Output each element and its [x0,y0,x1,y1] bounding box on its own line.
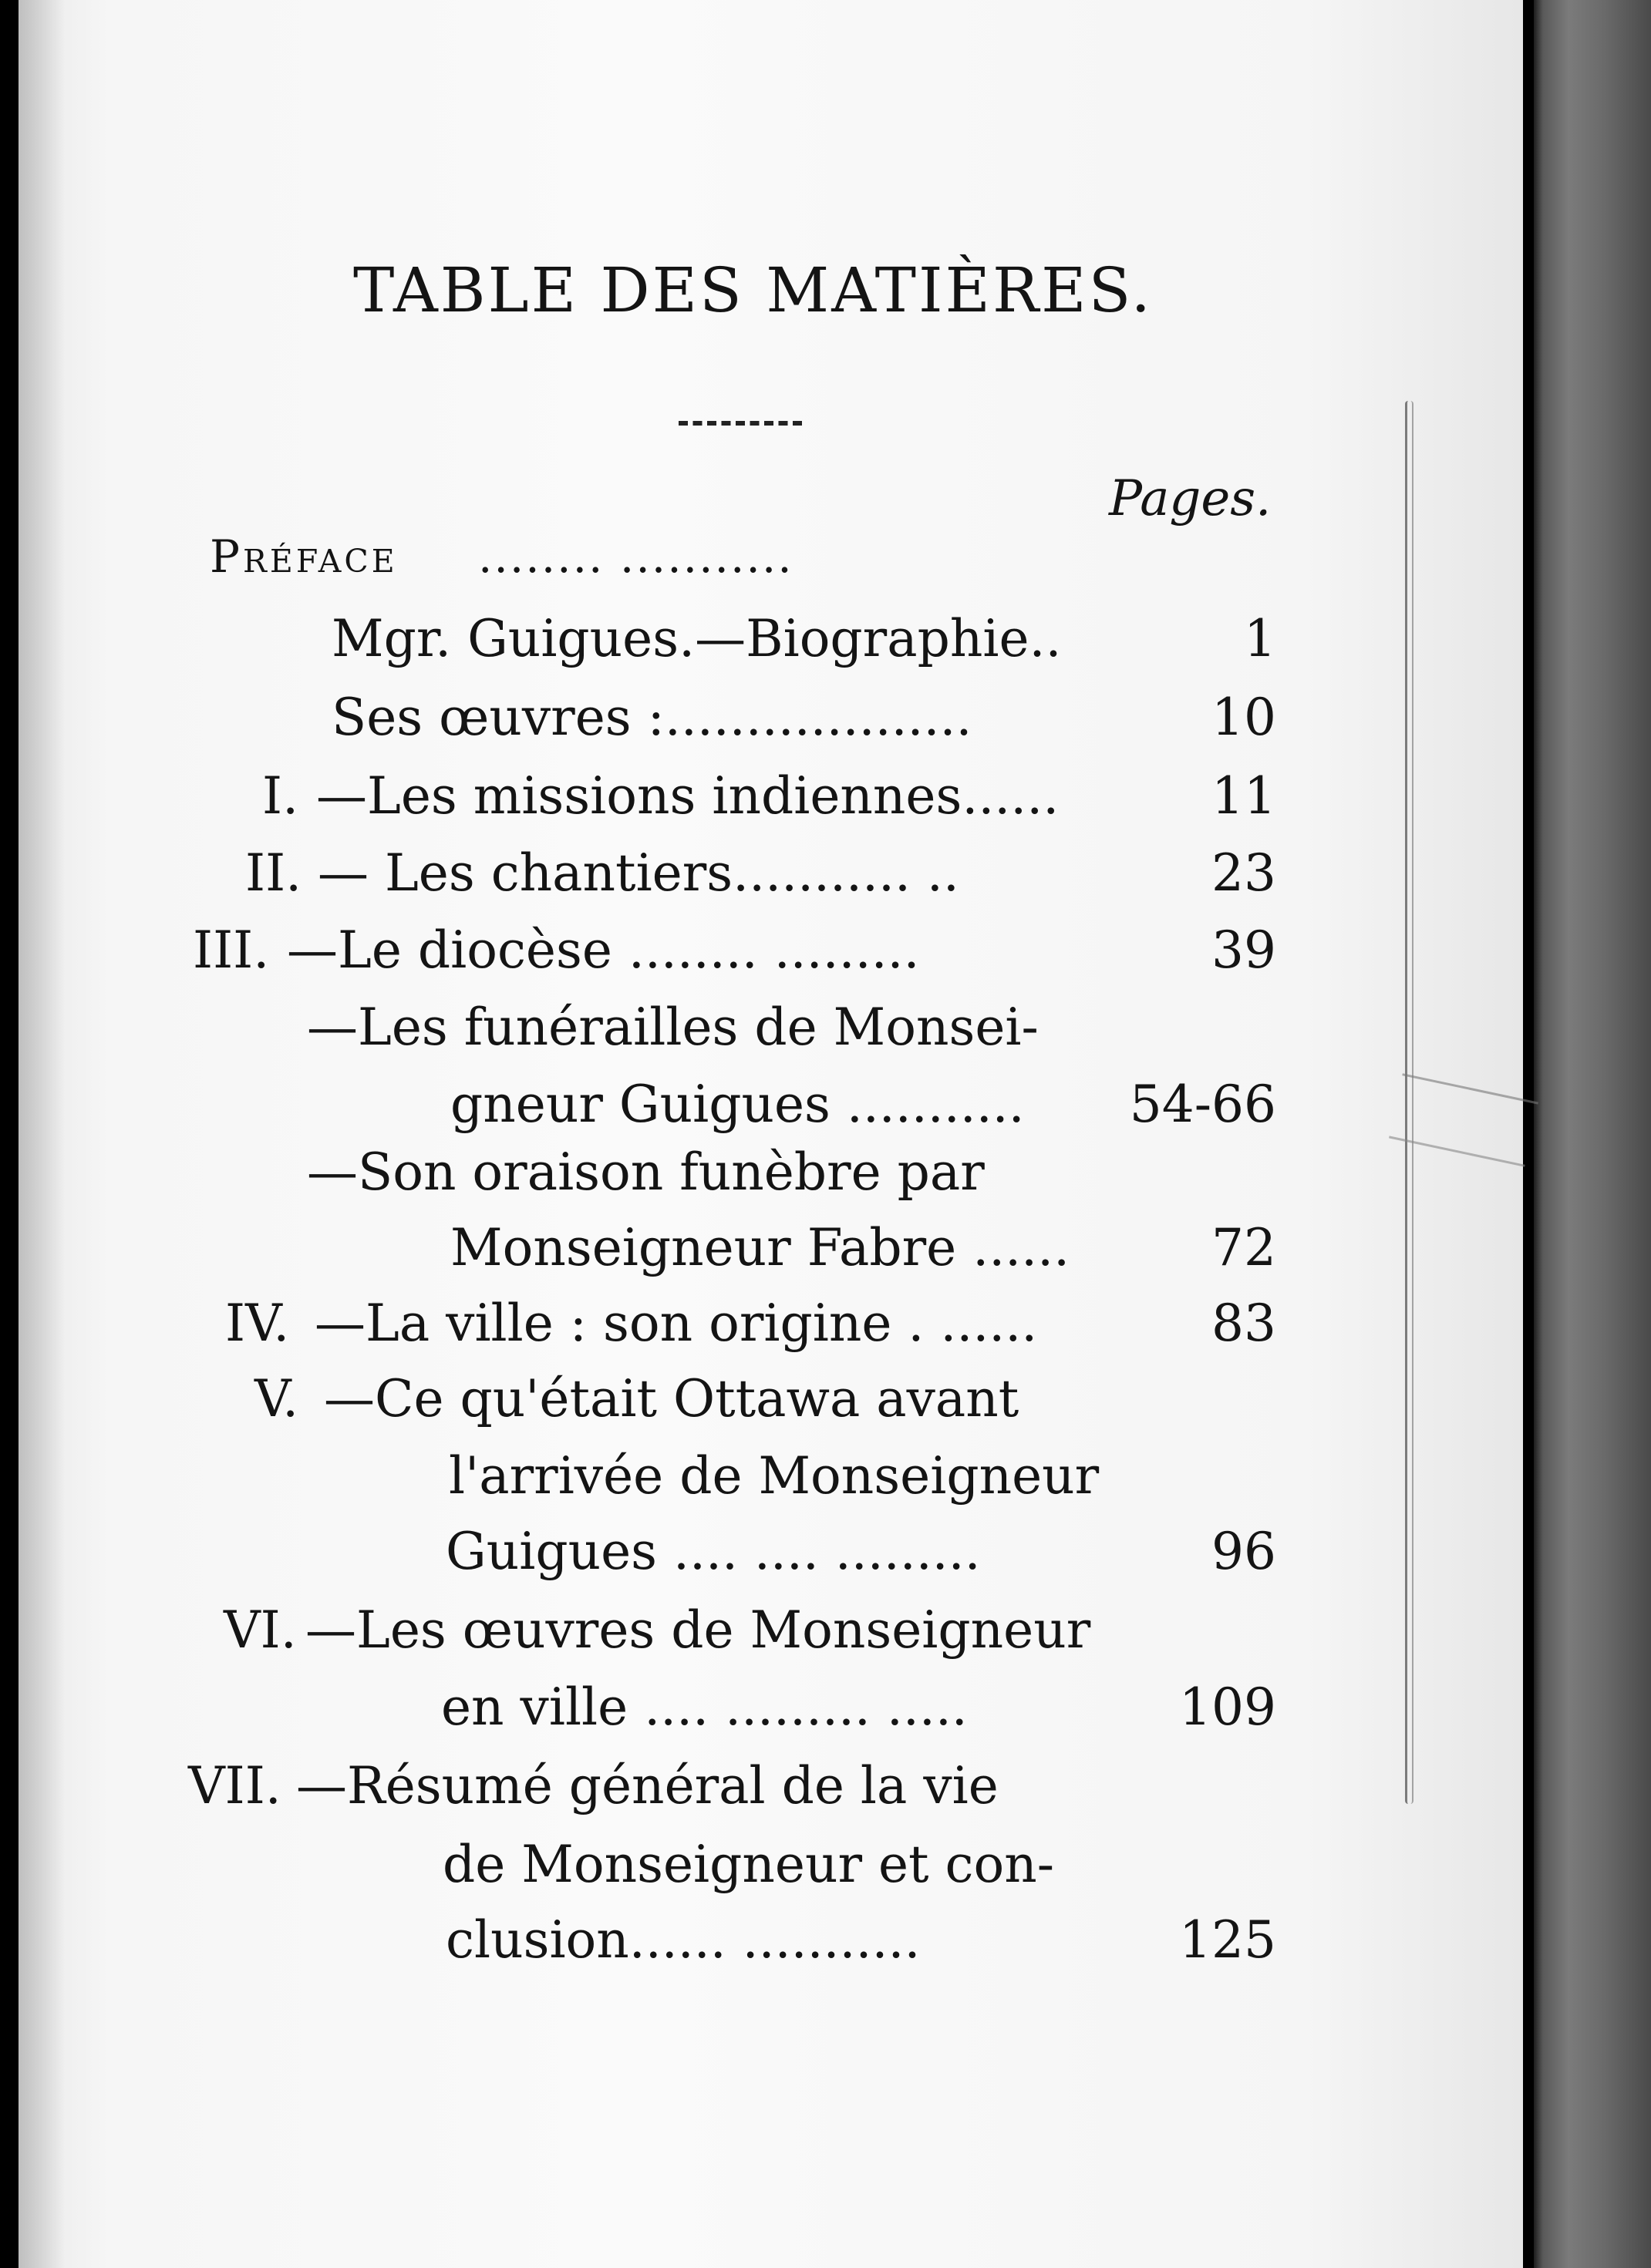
toc-entry-page: 83 [1211,1294,1276,1353]
toc-entry-text: en ville .... ......... ..... [441,1677,968,1737]
gutter-shadow [19,0,65,2268]
title-separator [679,421,802,426]
toc-entry-numeral: I. [262,766,299,826]
toc-entry-numeral: V. [254,1369,299,1428]
preface-leader-dots: ........ ........... [478,530,793,583]
toc-entry-text: —Les funérailles de Monsei- [307,998,1039,1057]
toc-entry-page: 11 [1211,766,1276,826]
toc-entry-page: 23 [1211,843,1276,903]
toc-entry-text: Guigues .... .... ......... [446,1522,981,1581]
toc-entry-numeral: VI. [224,1600,297,1660]
toc-entry-page: 72 [1211,1218,1276,1277]
toc-entry-text: clusion...... ........... [446,1910,921,1970]
toc-entry-text: —Les missions indiennes...... [316,766,1060,826]
toc-entry-numeral: II. [245,843,302,903]
toc-entry-text: —Résumé général de la vie [296,1756,999,1815]
toc-entry-page: 10 [1211,688,1276,747]
page-title: TABLE DES MATIÈRES. [353,254,1153,326]
pages-column-heading: Pages. [1109,470,1272,527]
toc-entry-text: de Monseigneur et con- [443,1835,1055,1894]
book-binding [1534,0,1651,2268]
toc-entry-text: — Les chantiers........... .. [318,843,959,903]
toc-entry-text: l'arrivée de Monseigneur [449,1446,1100,1506]
toc-entry-text: —La ville : son origine . ...... [315,1294,1038,1353]
toc-entry-text: —Ce qu'était Ottawa avant [324,1369,1019,1428]
toc-entry-text: —Les œuvres de Monseigneur [305,1600,1091,1660]
toc-entry-numeral: III. [193,920,270,980]
toc-entry-page: 54-66 [1129,1075,1276,1134]
toc-entry-text: —Son oraison funèbre par [307,1142,985,1202]
toc-entry-page: 109 [1179,1677,1276,1737]
toc-entry-page: 1 [1244,609,1276,668]
toc-entry-numeral: VII. [188,1756,281,1815]
toc-entry-text: gneur Guigues ........... [450,1075,1025,1134]
toc-entry-page: 125 [1179,1910,1276,1970]
toc-entry-text: Monseigneur Fabre ...... [450,1218,1070,1277]
toc-entry-text: —Le diocèse ........ ......... [287,920,920,980]
toc-entry-text: Ses œuvres :................... [332,688,972,747]
preface-label: Préface [210,530,398,583]
toc-entry-text: Mgr. Guigues.—Biographie.. [332,609,1062,668]
toc-entry-page: 39 [1211,920,1276,980]
toc-entry-numeral: IV. [225,1294,290,1353]
toc-entry-page: 96 [1211,1522,1276,1581]
